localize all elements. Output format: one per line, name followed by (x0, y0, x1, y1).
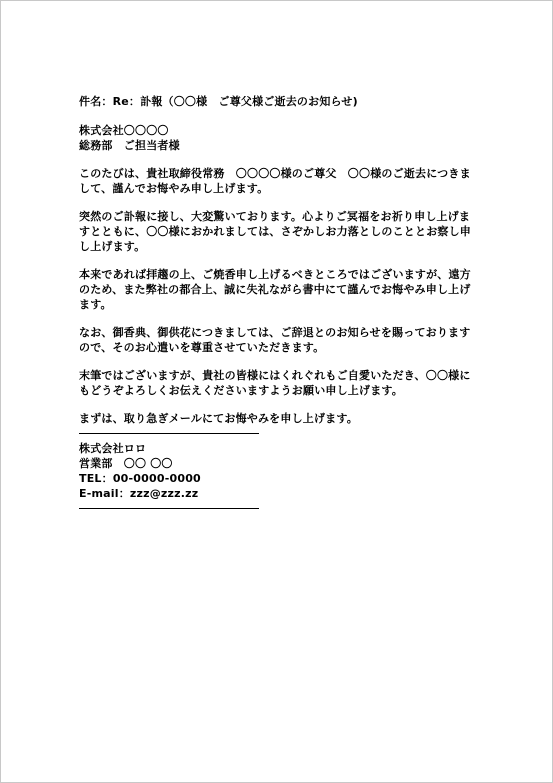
signature-name: 営業部 〇〇 〇〇 (79, 457, 173, 470)
paragraph-condolence: このたびは、貴社取締役常務 〇〇〇〇様のご尊父 〇〇様のご逝去につきまして、謹んでお悔やみ申し上げます。 (79, 167, 471, 195)
signature-email: E-mail：zzz@zzz.zz (79, 487, 199, 500)
subject-line: 件名：Re：訃報（〇〇様 ご尊父様ご逝去のお知らせ) (79, 95, 358, 108)
signature-block (79, 441, 477, 501)
recipient-department: 総務部 ご担当者様 (79, 139, 180, 152)
signature-company: 株式会社ロロ (79, 442, 147, 455)
spacer (79, 312, 477, 325)
spacer (79, 196, 477, 209)
spacer (79, 398, 477, 411)
signature-top-divider (79, 433, 259, 434)
spacer (79, 355, 477, 368)
paragraph-final: まずは、取り急ぎメールにてお悔やみを申し上げます。 (79, 412, 358, 425)
spacer (79, 109, 477, 123)
spacer (79, 153, 477, 166)
signature-tel: TEL：00-0000-0000 (79, 472, 201, 485)
paragraph-sympathy: 突然のご訃報に接し、大変驚いております。心よりご冥福をお祈り申し上げますとともに、〇〇様におかれましては、さぞかしお力落としのこととお察し申し上げます。 (79, 210, 471, 253)
signature-bottom-divider (79, 508, 259, 509)
spacer (79, 254, 477, 267)
email-body (79, 94, 477, 516)
paragraph-apology: 本来であれば拝趨の上、ご焼香申し上げるべきところではございますが、遠方のため、また弊社の都合上、誠に失礼ながら書中にて謹んでお悔やみ申し上げます。 (79, 268, 471, 311)
paragraph-closing: 末筆ではございますが、貴社の皆様にはくれぐれもご自愛いただき、〇〇様にもどうぞよろしくお伝えくださいますようお願い申し上げます。 (79, 369, 471, 397)
recipient-company: 株式会社〇〇〇〇 (79, 124, 169, 137)
paragraph-offering: なお、御香典、御供花につきましては、ご辞退とのお知らせを賜っておりますので、そのお心遣いを尊重させていただきます。 (79, 326, 471, 354)
